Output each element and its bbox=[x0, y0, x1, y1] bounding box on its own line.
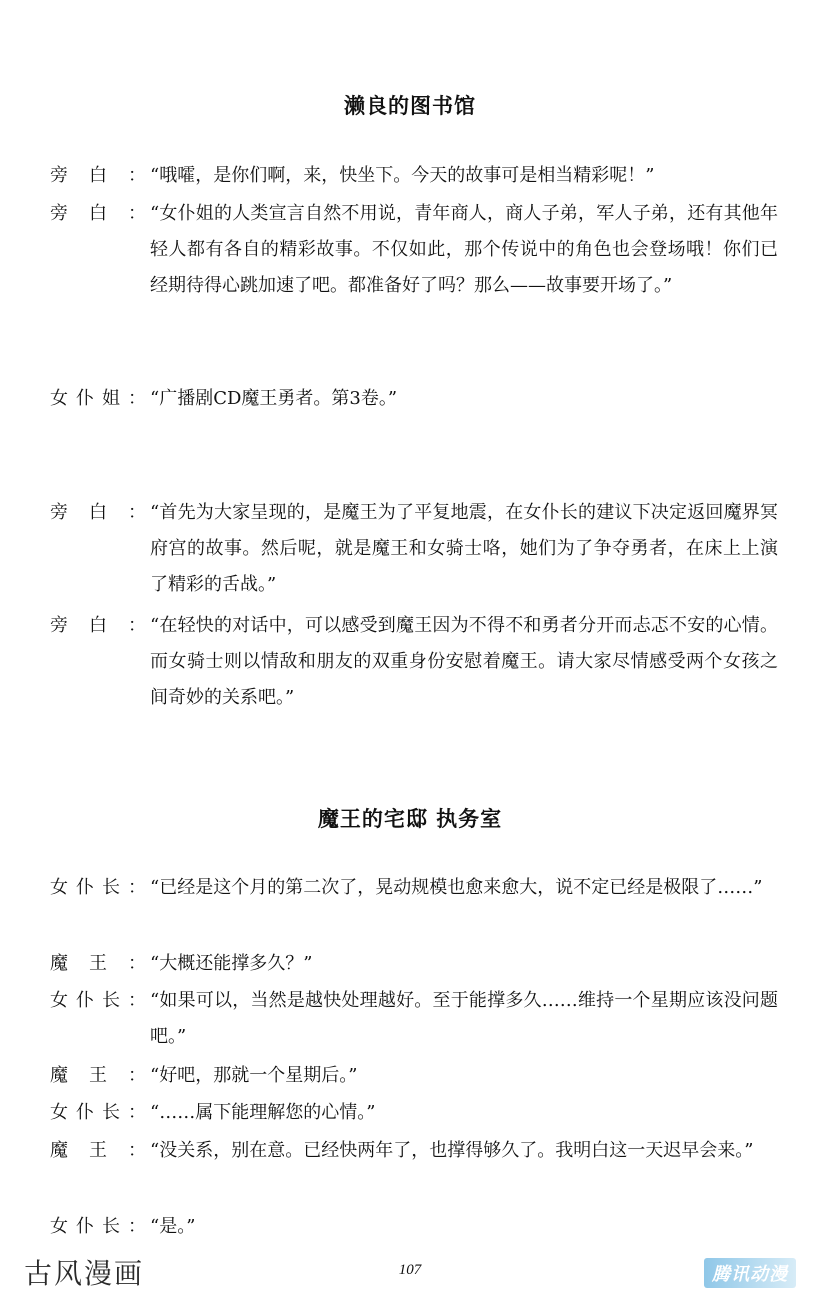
speaker-name bbox=[50, 196, 146, 304]
dialogue-line bbox=[50, 946, 778, 982]
dialogue-text: “在轻快的对话中，可以感受到魔王因为不得不和勇者分开而忐忑不安的心情。而女骑士则以情敌和朋友的双重身份安慰着魔王。请大家尽情感受两个女孩之间奇妙的关系吧。” bbox=[150, 615, 778, 708]
speaker-colon: ： bbox=[128, 1216, 146, 1237]
dialogue-line bbox=[50, 381, 778, 417]
speaker-char: 王 bbox=[89, 1065, 107, 1086]
dialogue-text: “好吧，那就一个星期后。” bbox=[150, 1065, 358, 1086]
speaker-char: 姐 bbox=[102, 388, 120, 409]
speaker-colon: ： bbox=[128, 877, 146, 898]
dialogue-text: “已经是这个月的第二次了，晃动规模也愈来愈大，说不定已经是极限了……” bbox=[150, 877, 763, 898]
speaker-char: 旁 bbox=[50, 203, 68, 224]
speaker-char: 仆 bbox=[76, 1102, 94, 1123]
speaker-name bbox=[50, 983, 146, 1055]
speaker-colon: ： bbox=[128, 1102, 146, 1123]
speaker-colon: ： bbox=[128, 953, 146, 974]
dialogue-text: “广播剧CD魔王勇者。第3卷。” bbox=[150, 388, 398, 409]
dialogue-text: “大概还能撑多久？” bbox=[150, 953, 313, 974]
speaker-name bbox=[50, 1095, 146, 1131]
speaker-colon: ： bbox=[128, 615, 146, 636]
speaker-char: 魔 bbox=[50, 953, 68, 974]
dialogue-line bbox=[50, 870, 778, 906]
speaker-char: 白 bbox=[89, 615, 107, 636]
page-number: 107 bbox=[398, 1262, 422, 1278]
section-heading-office: 魔王的宅邸 执务室 bbox=[317, 807, 503, 831]
speaker-char: 仆 bbox=[76, 1216, 94, 1237]
speaker-char: 女 bbox=[50, 388, 68, 409]
speaker-char: 王 bbox=[89, 953, 107, 974]
dialogue-line bbox=[50, 983, 778, 1055]
speaker-name bbox=[50, 158, 146, 194]
speaker-colon: ： bbox=[128, 203, 146, 224]
speaker-colon: ： bbox=[128, 388, 146, 409]
dialogue-text: “女仆姐的人类宣言自然不用说，青年商人，商人子弟，军人子弟，还有其他年轻人都有各自的精彩故事。不仅如此，那个传说中的角色也会登场哦！你们已经期待得心跳加速了吧。都准备好了吗？那么——故事要开场了。” bbox=[150, 203, 778, 296]
speaker-char: 长 bbox=[102, 990, 120, 1011]
speaker-char: 女 bbox=[50, 1216, 68, 1237]
speaker-name bbox=[50, 495, 146, 603]
speaker-colon: ： bbox=[128, 502, 146, 523]
speaker-name bbox=[50, 946, 146, 982]
speaker-colon: ： bbox=[128, 1065, 146, 1086]
speaker-char: 长 bbox=[102, 877, 120, 898]
dialogue-line bbox=[50, 1058, 778, 1094]
site-logo: 古风漫画 bbox=[24, 1257, 145, 1290]
dialogue-line bbox=[50, 495, 778, 603]
dialogue-line bbox=[50, 196, 778, 304]
dialogue-line bbox=[50, 1095, 778, 1131]
speaker-name bbox=[50, 381, 146, 417]
speaker-name bbox=[50, 608, 146, 716]
speaker-colon: ： bbox=[128, 165, 146, 186]
speaker-char: 长 bbox=[102, 1216, 120, 1237]
section-heading-library: 濑良的图书馆 bbox=[344, 94, 476, 118]
dialogue-text: “没关系，别在意。已经快两年了，也撑得够久了。我明白这一天迟早会来。” bbox=[150, 1140, 754, 1161]
speaker-char: 白 bbox=[89, 203, 107, 224]
speaker-char: 旁 bbox=[50, 502, 68, 523]
speaker-char: 仆 bbox=[76, 877, 94, 898]
dialogue-text: “……属下能理解您的心情。” bbox=[150, 1102, 376, 1123]
dialogue-text: “如果可以，当然是越快处理越好。至于能撑多久……维持一个星期应该没问题吧。” bbox=[150, 990, 778, 1047]
dialogue-line bbox=[50, 1133, 778, 1169]
speaker-colon: ： bbox=[128, 990, 146, 1011]
speaker-name bbox=[50, 1209, 146, 1245]
dialogue-line bbox=[50, 1209, 778, 1245]
dialogue-text: “是。” bbox=[150, 1216, 196, 1237]
speaker-char: 旁 bbox=[50, 615, 68, 636]
speaker-char: 魔 bbox=[50, 1140, 68, 1161]
speaker-char: 王 bbox=[89, 1140, 107, 1161]
speaker-char: 女 bbox=[50, 1102, 68, 1123]
speaker-name bbox=[50, 1133, 146, 1169]
speaker-name bbox=[50, 1058, 146, 1094]
speaker-char: 仆 bbox=[76, 388, 94, 409]
dialogue-text: “哦嚯，是你们啊，来，快坐下。今天的故事可是相当精彩呢！” bbox=[150, 165, 655, 186]
dialogue-line bbox=[50, 158, 778, 194]
speaker-char: 白 bbox=[89, 502, 107, 523]
speaker-char: 白 bbox=[89, 165, 107, 186]
speaker-char: 女 bbox=[50, 990, 68, 1011]
speaker-char: 仆 bbox=[76, 990, 94, 1011]
watermark-logo: 腾讯动漫 bbox=[704, 1258, 796, 1288]
speaker-char: 女 bbox=[50, 877, 68, 898]
dialogue-line bbox=[50, 608, 778, 716]
speaker-char: 旁 bbox=[50, 165, 68, 186]
speaker-colon: ： bbox=[128, 1140, 146, 1161]
speaker-char: 长 bbox=[102, 1102, 120, 1123]
speaker-char: 魔 bbox=[50, 1065, 68, 1086]
dialogue-text: “首先为大家呈现的，是魔王为了平复地震，在女仆长的建议下决定返回魔界冥府宫的故事。然后呢，就是魔王和女骑士咯，她们为了争夺勇者，在床上上演了精彩的舌战。” bbox=[150, 502, 778, 595]
speaker-name bbox=[50, 870, 146, 906]
